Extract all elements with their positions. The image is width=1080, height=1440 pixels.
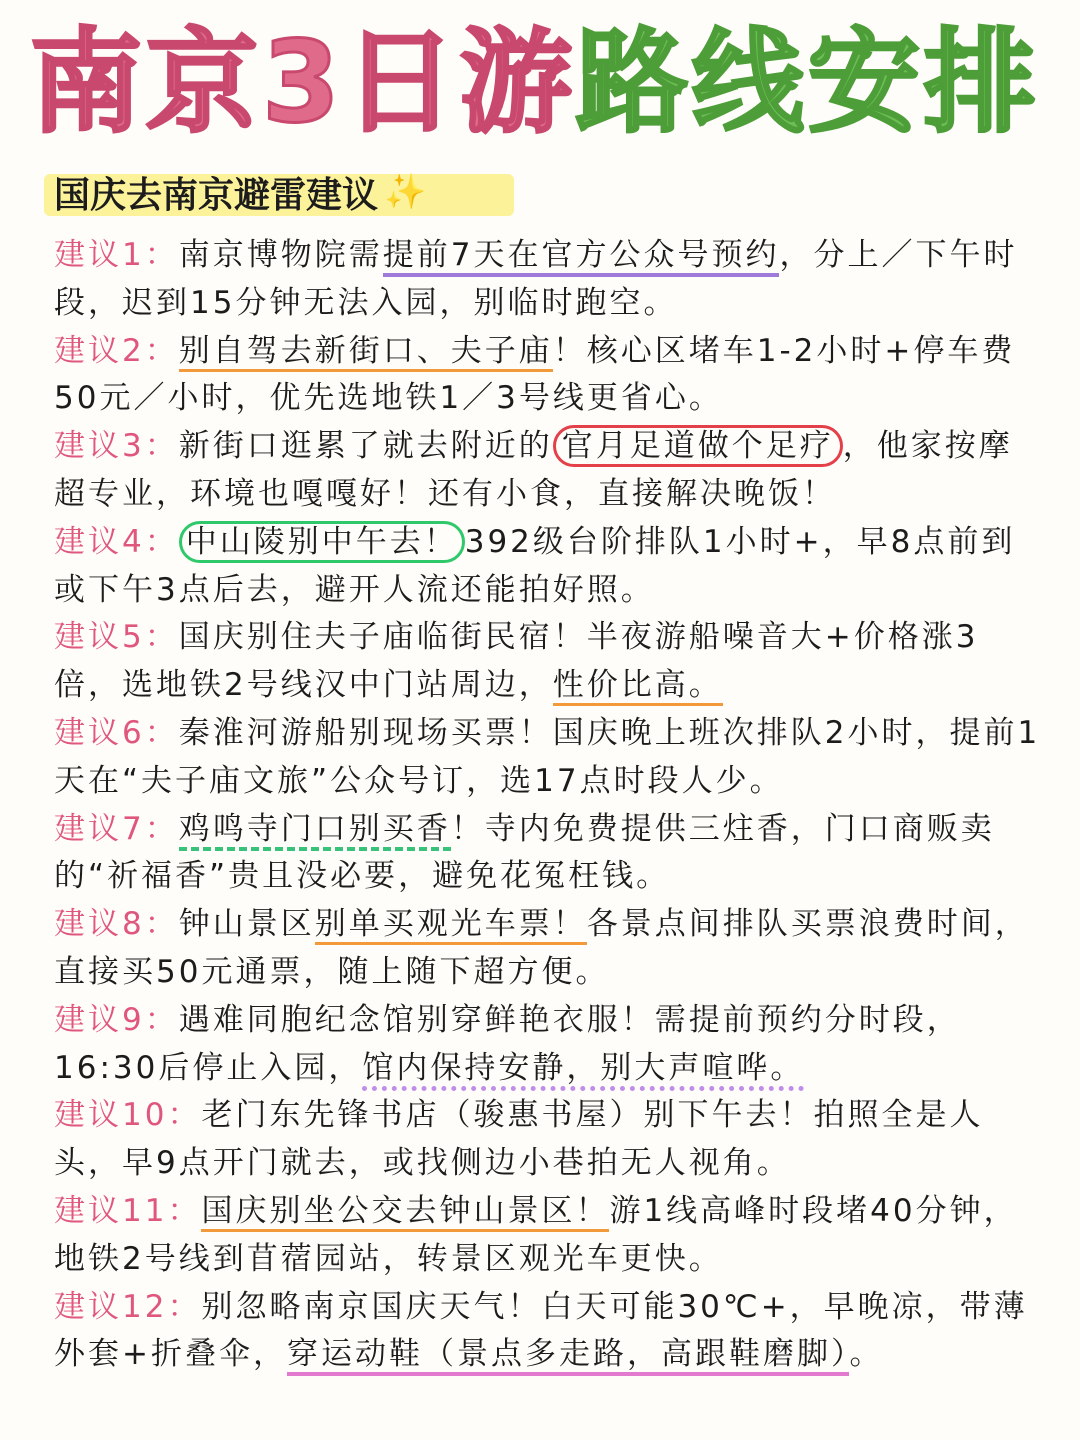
tip-text: ！寺内免费提供三炷香，门口商贩卖的“祈福香”贵且没必要，避免花冤枉钱。 [54,810,995,895]
tips-list [54,232,1044,1379]
tip-label: 建议2： [54,332,179,369]
tip-label: 建议11： [54,1192,202,1229]
tip-highlight: 穿运动鞋（景点多走路，高跟鞋磨脚） [287,1336,850,1376]
tip-text: 钟山景区 [178,906,315,943]
tip-11 [54,1188,1044,1284]
page-title [30,18,1070,148]
tip-text: 游1线高峰时段堵40分钟，地铁2号线到苜蓿园站，转景区观光车更快。 [54,1192,1018,1277]
tip-text: ，提前1天在“夫子庙文旅”公众号订，选17点时段人少。 [54,714,1041,799]
title-part-2: 路线安排 [575,18,1040,148]
tip-highlight: 国庆晚上班次排队2小时 [552,714,916,751]
tip-3 [54,423,1044,519]
tip-highlight: 鸡鸣寺门口别买香 [179,811,451,851]
tip-12 [54,1284,1044,1380]
tip-text: ！核心区堵车1-2小时+停车费50元／小时，优先选地铁1／3号线更省心。 [54,332,1016,417]
tip-highlight: 提前7天在官方公众号预约 [383,237,780,277]
tip-highlight: 性价比高。 [553,667,723,706]
tip-label: 建议12： [54,1288,202,1325]
tip-7 [54,806,1044,902]
tip-text: ，他家按摩超专业，环境也嘎嘎好！还有小食，直接解决晚饭！ [54,428,1013,512]
tip-highlight: 别自驾去新街口、夫子庙 [179,333,553,372]
tip-label: 建议10： [54,1097,202,1134]
title-part-1: 南京3日游 [30,18,576,148]
tip-label: 建议3： [54,428,179,465]
tip-highlight: 官月足道做个足疗 [553,425,843,467]
tip-text: 别忽略南京国庆天气！白天可能30℃+，早晚凉，带薄外套+折叠伞， [54,1288,1028,1373]
tip-text: 国庆别住夫子庙临街民宿！半夜游船噪音大+价格涨3倍，选地铁2号线汉中门站周边， [54,619,979,704]
tip-label: 建议8： [54,906,179,943]
tip-1 [54,232,1044,328]
tip-6 [54,710,1044,806]
tip-10 [54,1092,1044,1188]
tip-label: 建议1： [54,237,179,273]
sparkle-icon: ✨ [384,172,427,212]
tip-text: 南京博物院需 [178,237,383,273]
tip-5 [54,614,1044,710]
tip-text: 遇难同胞纪念馆别穿鲜艳衣服！需提前预约分时段，16:30后停止入园， [54,1001,961,1086]
tip-text: 新街口逛累了就去附近的 [178,428,553,465]
tip-text: 。 [849,1336,884,1373]
tip-label: 建议4： [54,523,179,560]
subtitle-block [44,164,426,220]
tip-text: ，分上／下午时段，迟到15分钟无法入园，别临时跑空。 [54,237,1018,321]
tip-2 [54,328,1044,424]
tip-label: 建议5： [54,619,179,656]
subtitle: 国庆去南京避雷建议 [54,174,379,216]
tip-label: 建议7： [54,810,179,847]
tip-label: 建议6： [54,714,179,751]
tip-label: 建议9： [54,1001,179,1038]
tip-highlight: 别单买观光车票！ [315,906,587,945]
tip-highlight: 馆内保持安静，别大声喧哗。 [362,1050,804,1091]
tip-text: 392级台阶排队1小时+，早8点前到或下午3点后去，避开人流还能拍好照。 [54,523,1016,608]
tip-text: 老门东先锋书店（骏惠书屋）别下午去！拍照全是人头，早9点开门就去，或找侧边小巷拍无人视角。 [54,1097,984,1182]
tip-4 [54,519,1044,615]
tip-text: 秦淮河游船别现场买票！ [178,714,553,751]
tip-highlight: 国庆别坐公交去钟山景区！ [201,1193,609,1232]
tip-9 [54,997,1044,1093]
tip-highlight: 中山陵别中午去！ [179,521,465,563]
tip-8 [54,901,1044,997]
tip-text: 各景点间排队买票浪费时间，直接买50元通票，随上随下超方便。 [54,906,1029,990]
